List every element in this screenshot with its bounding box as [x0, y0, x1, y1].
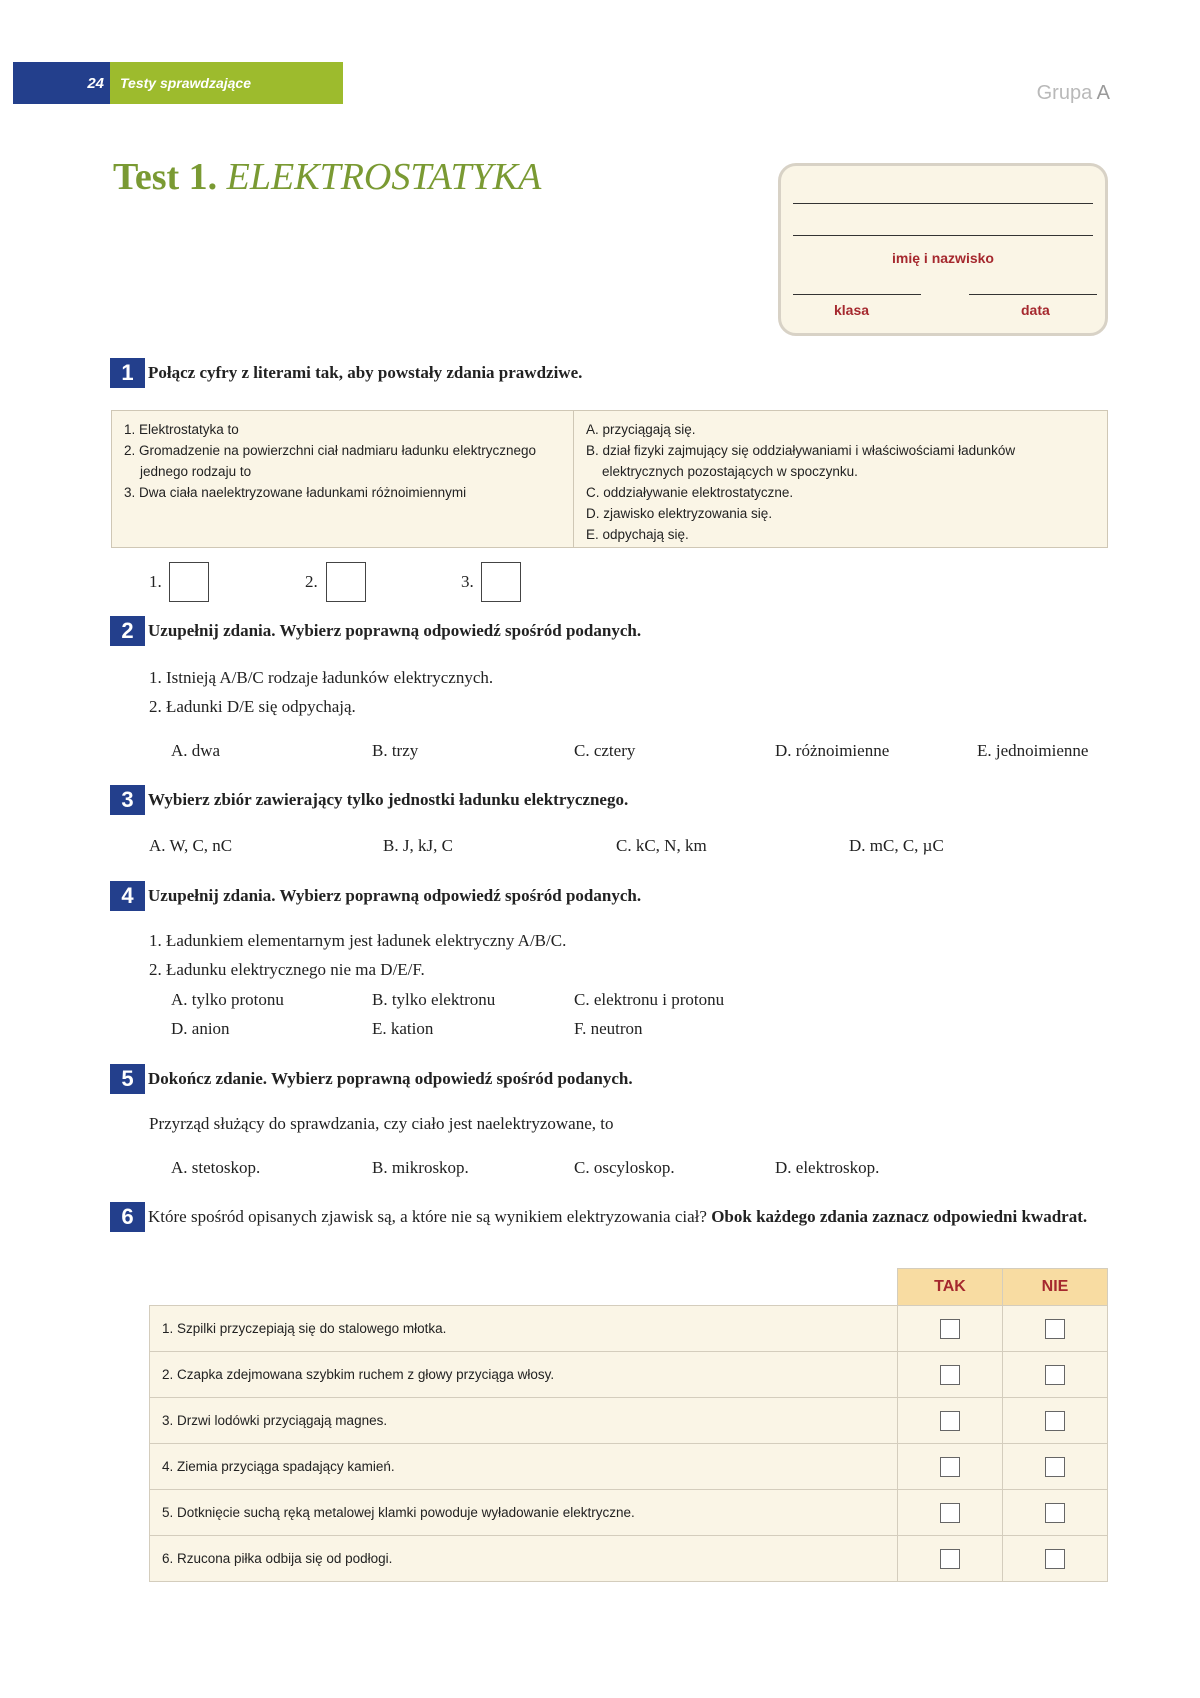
option[interactable]: D. elektroskop. — [775, 1158, 880, 1177]
option[interactable]: B. tylko elektronu — [372, 990, 496, 1009]
list-item: E. odpychają się. — [586, 527, 689, 542]
table-row — [150, 1444, 1108, 1490]
sentence: 1. Ładunkiem elementarnym jest ładunek elektryczny A/B/C. — [149, 931, 567, 950]
checkbox-yes[interactable] — [940, 1365, 960, 1385]
answer-box-2[interactable] — [326, 562, 366, 602]
task-5-header — [110, 1064, 633, 1094]
page-number: 24 — [13, 62, 110, 104]
option[interactable]: A. tylko protonu — [171, 990, 284, 1009]
task-instruction: Uzupełnij zdania. Wybierz poprawną odpowiedź spośród podanych. — [148, 886, 642, 905]
task-number: 1 — [110, 358, 145, 388]
student-info-box — [778, 163, 1108, 336]
title-subject: ELEKTROSTATYKA — [226, 156, 542, 198]
option[interactable]: F. neutron — [574, 1019, 643, 1038]
date-label: data — [1021, 302, 1050, 318]
list-item: B. dział fizyki zajmujący się oddziaływaniami i właściwościami ładunków elektrycznych pozostających w spoczynku. — [586, 443, 1016, 479]
section-label: Testy sprawdzające — [110, 62, 343, 104]
option[interactable]: C. elektronu i protonu — [574, 990, 725, 1009]
task-instruction-bold: Obok każdego zdania zaznacz odpowiedni kwadrat. — [711, 1207, 1088, 1226]
matching-left-column — [112, 411, 574, 547]
answer-box-3[interactable] — [481, 562, 521, 602]
option[interactable]: A. dwa — [171, 741, 221, 760]
answer-box-1[interactable] — [169, 562, 209, 602]
task-instruction: Dokończ zdanie. Wybierz poprawną odpowiedź spośród podanych. — [148, 1069, 633, 1088]
checkbox-yes[interactable] — [940, 1503, 960, 1523]
column-header-yes: TAK — [898, 1269, 1003, 1306]
date-line[interactable] — [969, 294, 1097, 295]
checkbox-yes[interactable] — [940, 1411, 960, 1431]
checkbox-no[interactable] — [1045, 1411, 1065, 1431]
task-instruction: Wybierz zbiór zawierający tylko jednostki ładunku elektrycznego. — [148, 790, 629, 809]
checkbox-no[interactable] — [1045, 1365, 1065, 1385]
table-row — [150, 1352, 1108, 1398]
option[interactable]: A. W, C, nC — [149, 836, 233, 855]
checkbox-no[interactable] — [1045, 1503, 1065, 1523]
option[interactable]: E. jednoimienne — [977, 741, 1089, 760]
checkbox-no[interactable] — [1045, 1457, 1065, 1477]
option[interactable]: B. mikroskop. — [372, 1158, 469, 1177]
sentence: Przyrząd służący do sprawdzania, czy ciało jest naelektryzowane, to — [149, 1114, 614, 1133]
class-line[interactable] — [793, 294, 921, 295]
checkbox-no[interactable] — [1045, 1319, 1065, 1339]
option[interactable]: E. kation — [372, 1019, 434, 1038]
task-6-header — [110, 1202, 1110, 1232]
name-line-1[interactable] — [793, 203, 1093, 204]
class-label: klasa — [834, 302, 870, 318]
task-instruction: Połącz cyfry z literami tak, aby powstały zdania prawdziwe. — [148, 363, 583, 382]
header-band — [13, 62, 343, 104]
checkbox-yes[interactable] — [940, 1549, 960, 1569]
task-1-header — [110, 358, 582, 388]
option[interactable]: B. trzy — [372, 741, 419, 760]
checkbox-yes[interactable] — [940, 1457, 960, 1477]
task-number: 2 — [110, 616, 145, 646]
option[interactable]: D. różnoimienne — [775, 741, 890, 760]
column-header-no: NIE — [1003, 1269, 1108, 1306]
matching-right-column — [574, 411, 1107, 547]
task-4-header — [110, 881, 641, 911]
task-number: 5 — [110, 1064, 145, 1094]
row-statement: 6. Rzucona piłka odbija się od podłogi. — [150, 1536, 898, 1582]
row-statement: 1. Szpilki przyczepiają się do stalowego młotka. — [150, 1306, 898, 1352]
row-statement: 4. Ziemia przyciąga spadający kamień. — [150, 1444, 898, 1490]
list-item: 3. Dwa ciała naelektryzowane ładunkami różnoimiennymi — [124, 485, 467, 500]
table-row — [150, 1398, 1108, 1444]
option[interactable]: D. anion — [171, 1019, 230, 1038]
sentence: 2. Ładunku elektrycznego nie ma D/E/F. — [149, 960, 425, 979]
task-instruction — [148, 1202, 1087, 1228]
task-3-header — [110, 785, 628, 815]
list-item: D. zjawisko elektryzowania się. — [586, 506, 773, 521]
name-line-2[interactable] — [793, 235, 1093, 236]
answer-label-3: 3. — [461, 572, 474, 591]
task-number: 3 — [110, 785, 145, 815]
list-item: C. oddziaływanie elektrostatyczne. — [586, 485, 794, 500]
row-statement: 5. Dotknięcie suchą ręką metalowej klamki powoduje wyładowanie elektryczne. — [150, 1490, 898, 1536]
answer-label-2: 2. — [305, 572, 318, 591]
list-item: A. przyciągają się. — [586, 422, 696, 437]
sentence: 1. Istnieją A/B/C rodzaje ładunków elektrycznych. — [149, 668, 494, 687]
page-title: Test 1. ELEKTROSTATYKA — [113, 156, 542, 198]
table-row — [150, 1490, 1108, 1536]
option[interactable]: B. J, kJ, C — [383, 836, 453, 855]
task-number: 4 — [110, 881, 145, 911]
table-row — [150, 1306, 1108, 1352]
name-label: imię i nazwisko — [892, 250, 994, 266]
option[interactable]: D. mC, C, µC — [849, 836, 944, 855]
true-false-table — [149, 1268, 1108, 1582]
row-statement: 3. Drzwi lodówki przyciągają magnes. — [150, 1398, 898, 1444]
checkbox-yes[interactable] — [940, 1319, 960, 1339]
matching-table — [111, 410, 1108, 548]
task-instruction: Uzupełnij zdania. Wybierz poprawną odpowiedź spośród podanych. — [148, 621, 642, 640]
option[interactable]: C. cztery — [574, 741, 636, 760]
group-label: Grupa A — [1036, 82, 1110, 104]
group-letter: A — [1096, 82, 1110, 104]
answer-label-1: 1. — [149, 572, 162, 591]
option[interactable]: C. oscyloskop. — [574, 1158, 675, 1177]
task-question: Które spośród opisanych zjawisk są, a które nie są wynikiem elektryzowania ciał? — [148, 1207, 712, 1226]
checkbox-no[interactable] — [1045, 1549, 1065, 1569]
option[interactable]: C. kC, N, km — [616, 836, 707, 855]
table-row — [150, 1536, 1108, 1582]
option[interactable]: A. stetoskop. — [171, 1158, 261, 1177]
list-item: 1. Elektrostatyka to — [124, 422, 239, 437]
list-item: 2. Gromadzenie na powierzchni ciał nadmiaru ładunku elektrycznego jednego rodzaju to — [124, 443, 536, 479]
task-2-header — [110, 616, 641, 646]
task-number: 6 — [110, 1202, 145, 1232]
sentence: 2. Ładunki D/E się odpychają. — [149, 697, 356, 716]
table-header-blank — [150, 1269, 898, 1306]
row-statement: 2. Czapka zdejmowana szybkim ruchem z głowy przyciąga włosy. — [150, 1352, 898, 1398]
